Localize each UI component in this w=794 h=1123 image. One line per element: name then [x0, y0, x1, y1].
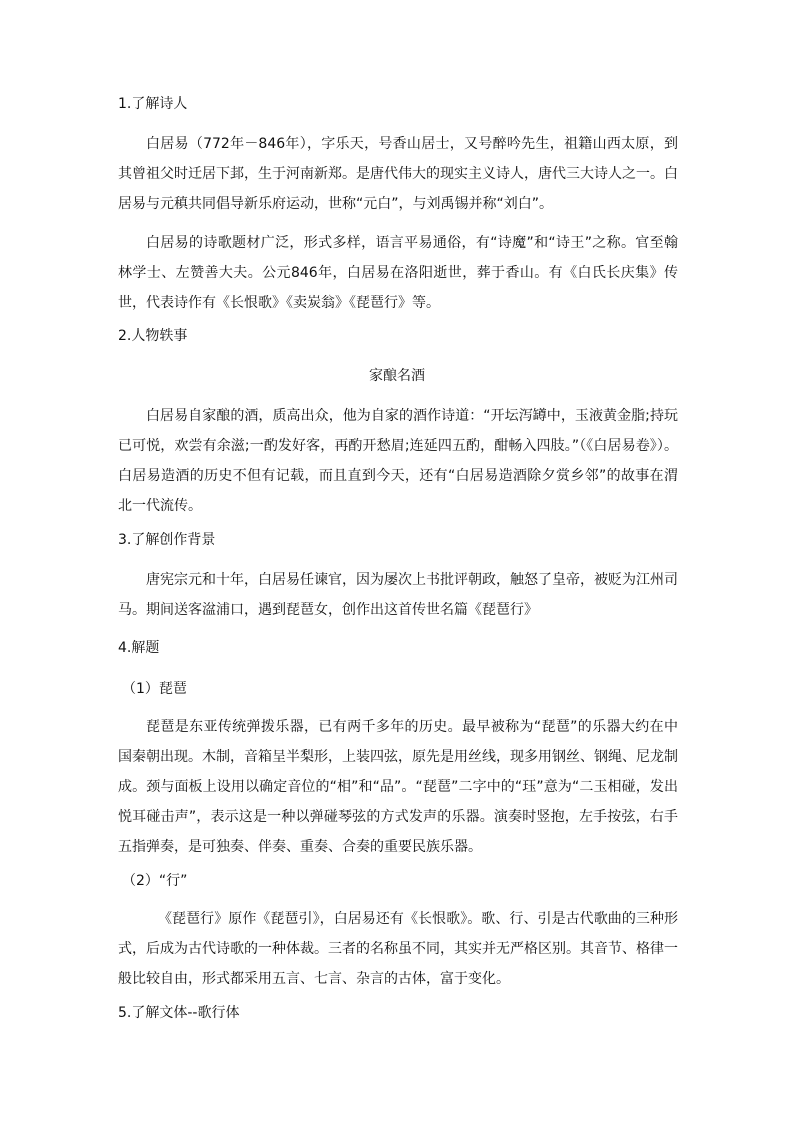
section-heading-understand-poet: 1.了解诗人: [118, 96, 188, 112]
paragraph-poet-style: 白居易的诗歌题材广泛，形式多样，语言平易通俗，有“诗魔”和“诗王”之称。官至翰林学士、左赞善大夫。公元846年，白居易在洛阳逝世，葬于香山。有《白氏长庆集》传世，代表诗作有《长恨歌》《卖炭翁》《琵琶行》等。: [118, 235, 678, 311]
section-heading-genre: 5.了解文体--歌行体: [118, 1005, 240, 1021]
paragraph-xing-description: 《琵琶行》原作《琵琶引》，白居易还有《长恨歌》。歌、行、引是古代歌曲的三种形式，后成为古代诗歌的一种体裁。三者的名称虽不同，其实并无严格区别。其音节、格律一般比较自由，形式都采用五言、七言、杂言的古体，富于变化。: [118, 911, 678, 987]
paragraph-pipa-description: 琵琶是东亚传统弹拨乐器，已有两千多年的历史。最早被称为“琵琶”的乐器大约在中国秦朝出现。木制，音箱呈半梨形，上装四弦，原先是用丝线，现多用钢丝、钢绳、尼龙制成。颈与面板上设用以确定音位的“相”和“品”。“琵琶”二字中的“珏”意为“二玉相碰，发出悦耳碰击声”，表示这是一种以弹碰琴弦的方式发声的乐器。演奏时竖抱，左手按弦，右手五指弹奏，是可独奏、伴奏、重奏、合奏的重要民族乐器。: [118, 719, 678, 855]
subheading-xing: （2）“行”: [122, 873, 188, 889]
paragraph-poet-bio: 白居易（772年－846年），字乐天，号香山居士，又号醉吟先生，祖籍山西太原，到其曾祖父时迁居下邽，生于河南新郑。是唐代伟大的现实主义诗人，唐代三大诗人之一。白居易与元稹共同倡导新乐府运动，世称“元白”，与刘禹锡并称“刘白”。: [118, 136, 678, 212]
anecdote-title: 家酿名酒: [369, 368, 425, 384]
section-heading-background: 3.了解创作背景: [118, 532, 216, 548]
section-heading-anecdotes: 2.人物轶事: [118, 328, 188, 344]
section-heading-title-explanation: 4.解题: [118, 640, 160, 656]
paragraph-creation-background: 唐宪宗元和十年，白居易任谏官，因为屡次上书批评朝政，触怒了皇帝，被贬为江州司马。期间送客湓浦口，遇到琵琶女，创作出这首传世名篇《琵琶行》: [118, 572, 678, 618]
paragraph-wine-anecdote: 白居易自家酿的酒，质高出众，他为自家的酒作诗道：“开坛泻罇中，玉液黄金脂;持玩已可悦，欢尝有余滋;一酌发好客，再酌开愁眉;连延四五酌，酣畅入四肢。”（《白居易卷》）。白居易造酒的历史不但有记载，而且直到今天，还有“白居易造酒除夕赏乡邻”的故事在渭北一代流传。: [118, 408, 678, 514]
subheading-pipa: （1）琵琶: [122, 681, 187, 697]
